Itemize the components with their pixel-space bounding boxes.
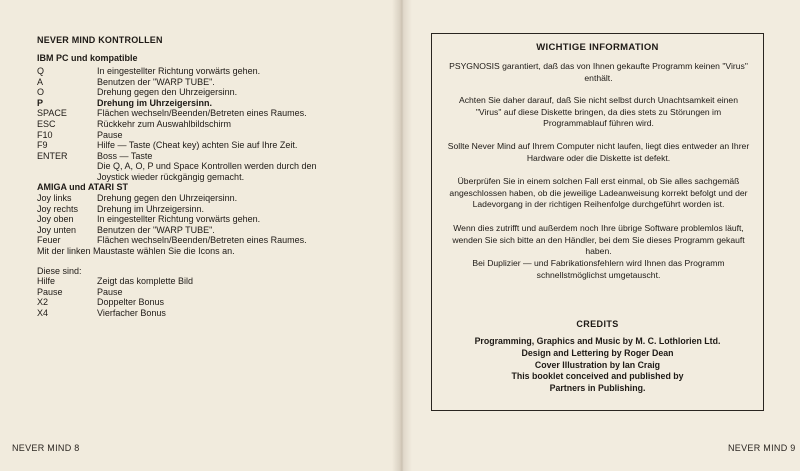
control-description: Flächen wechseln/Beenden/Betreten eines Raumes.: [97, 235, 307, 246]
control-description: In eingestellter Richtung vorwärts gehen.: [97, 214, 261, 225]
control-key: [37, 161, 97, 182]
credit-line: Programming, Graphics and Music by M. C. Lothlorien Ltd.: [474, 336, 721, 346]
amiga-control-row: [37, 235, 327, 246]
ibm-control-row: [37, 119, 327, 130]
icon-row: [37, 287, 327, 298]
control-key: X4: [37, 307, 49, 318]
control-key: Joy links: [37, 193, 72, 203]
control-key: X2: [37, 297, 49, 308]
ibm-control-row: [37, 108, 327, 119]
control-key: P: [37, 97, 44, 108]
ibm-control-row: [37, 77, 327, 88]
credit-line: Cover Illustration by Ian Craig: [534, 359, 661, 370]
control-key: Pause: [37, 286, 63, 297]
page-number-left: NEVER MIND 8: [12, 443, 80, 453]
control-description: Drehung gegen den Uhrzeiqersinn.: [97, 193, 238, 203]
ibm-control-row: [37, 151, 327, 162]
info-paragraph: Achten Sie daher darauf, daß Sie nicht selbst durch Unachtsamkeit einen "Virus" auf diese Diskette bringen, da dies stets zu Störungen im Programmablauf führen wird.: [459, 95, 738, 128]
control-description: Rückkehr zum Auswahlbildschirm: [97, 118, 232, 129]
info-paragraph: Wenn dies zutrifft und außerdem noch Ihre übrige Software problemlos läuft, wenden Sie sich bitte an den Händler, bei dem Sie dieses Programm gekauft haben.: [452, 223, 745, 256]
control-description: In eingestellter Richtung vorwärts gehen.: [97, 66, 261, 76]
control-key: A: [37, 76, 44, 87]
amiga-heading: AMIGA und ATARI ST: [37, 182, 128, 192]
book-gutter: [392, 0, 412, 471]
control-description: Pause: [97, 286, 123, 297]
control-key: Joy oben: [37, 214, 74, 225]
control-key: Joy rechts: [37, 203, 79, 214]
icons-list: [37, 276, 327, 318]
credit-line: This booklet conceived and published by: [511, 371, 684, 382]
ibm-heading: IBM PC und kompatible: [37, 53, 138, 63]
control-description: Die Q, A, O, P und Space Kontrollen werden durch den Joystick wieder rückgängig gemacht.: [97, 161, 317, 182]
ibm-control-row: [37, 66, 327, 77]
amiga-controls-list: [37, 193, 327, 246]
controls-title: NEVER MIND KONTROLLEN: [37, 35, 163, 45]
info-title: WICHTIGE INFORMATION: [536, 42, 659, 53]
important-info-box: [431, 33, 764, 411]
control-key: Q: [37, 66, 45, 76]
control-description: Benutzen der "WARP TUBE".: [97, 224, 215, 235]
control-description: Flächen wechseln/Beenden/Betreten eines Raumes.: [97, 108, 307, 119]
page-number-right: NEVER MIND 9: [728, 443, 796, 453]
control-key: F10: [37, 129, 53, 140]
control-description: Drehung gegen den Uhrzeigersinn.: [97, 87, 238, 98]
ibm-control-row: [37, 98, 327, 109]
credits-title: CREDITS: [576, 319, 619, 329]
control-description: Drehung im Uhrzeigersinn.: [97, 203, 205, 214]
ibm-controls-list: [37, 66, 327, 183]
icons-intro: Diese sind:: [37, 266, 82, 276]
control-key: Feuer: [37, 235, 61, 246]
control-description: Pause: [97, 129, 123, 140]
icon-row: [37, 308, 327, 319]
control-key: ENTER: [37, 150, 68, 161]
control-key: SPACE: [37, 108, 67, 119]
control-description: Doppelter Bonus: [97, 297, 165, 308]
mouse-note: Mit der linken Maustaste wählen Sie die Icons an.: [37, 246, 235, 256]
icon-row: [37, 297, 327, 308]
amiga-control-row: [37, 204, 327, 215]
ibm-control-row: [37, 161, 327, 182]
ibm-control-row: [37, 130, 327, 141]
control-key: Joy unten: [37, 224, 77, 235]
info-paragraph: Sollte Never Mind auf Ihrem Computer nicht laufen, liegt dies entweder an Ihrer Hardware oder die Diskette ist defekt.: [447, 141, 750, 163]
control-description: Vierfacher Bonus: [97, 307, 166, 318]
control-key: ESC: [37, 118, 56, 129]
info-paragraph: Überprüfen Sie in einem solchen Fall erst einmal, ob Sie alles sachgemäß angeschlossen haben, ob die jeweilige Ladeanweisung korrekt befolgt und der Ladevorgang in der richtigen Reihenfolge durchgeführt worden ist.: [449, 176, 748, 209]
amiga-control-row: [37, 225, 327, 236]
control-description: Hilfe — Taste (Cheat key) achten Sie auf Ihre Zeit.: [97, 140, 298, 151]
control-description: Boss — Taste: [97, 150, 153, 161]
control-key: O: [37, 87, 45, 98]
credit-line: Partners in Publishing.: [549, 383, 646, 394]
icon-row: [37, 276, 327, 287]
amiga-control-row: [37, 214, 327, 225]
control-description: Zeigt das komplette Bild: [97, 276, 194, 286]
ibm-control-row: [37, 140, 327, 151]
control-key: Hilfe: [37, 276, 56, 286]
credit-line: Design and Lettering by Roger Dean: [521, 347, 674, 358]
control-key: F9: [37, 140, 48, 151]
credits-block: [432, 336, 763, 395]
info-paragraph: PSYGNOSIS garantiert, daß das von Ihnen gekaufte Programm keinen "Virus" enthält.: [449, 61, 748, 83]
info-paragraph: Bei Duplizier — und Fabrikationsfehlern wird Ihnen das Programm schnellstmöglichst umgetauscht.: [472, 258, 725, 280]
ibm-control-row: [37, 87, 327, 98]
control-description: Benutzen der "WARP TUBE".: [97, 76, 215, 87]
control-description: Drehung im Uhrzeigersinn.: [97, 97, 213, 108]
amiga-control-row: [37, 193, 327, 204]
